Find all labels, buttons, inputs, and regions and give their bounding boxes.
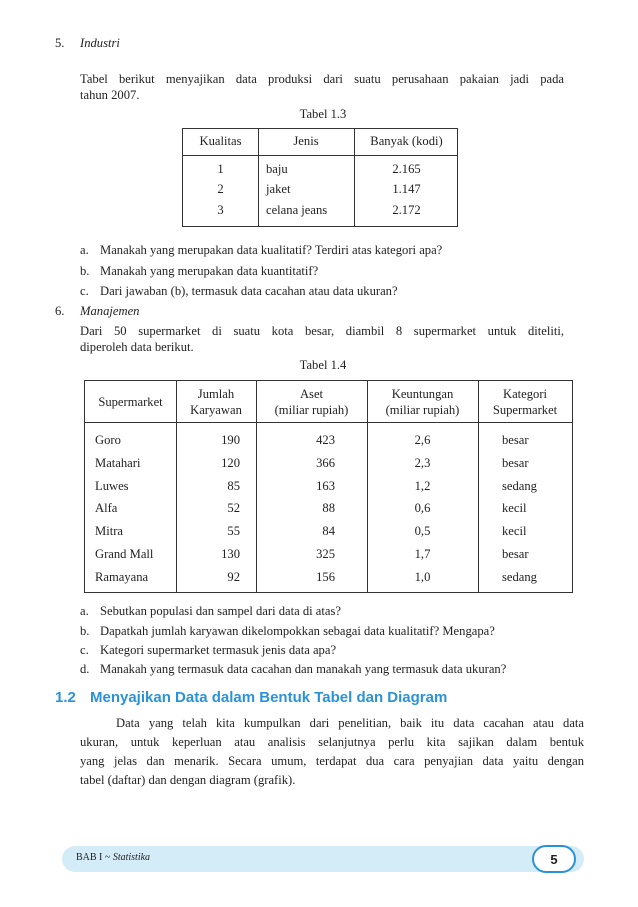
- question-text: Kategori supermarket termasuk jenis data apa?: [100, 643, 337, 657]
- item-title: Manajemen: [80, 304, 140, 318]
- table-cell: 130: [221, 547, 240, 561]
- table-cell: Ramayana: [95, 569, 149, 584]
- table-cell: 3: [217, 203, 224, 217]
- question-text: Manakah yang termasuk data cacahan dan manakah yang termasuk data ukuran?: [100, 662, 507, 676]
- table-header-cell: Supermarket: [98, 394, 163, 409]
- question-text: Manakah yang merupakan data kualitatif? Terdiri atas kategori apa?: [100, 243, 443, 257]
- table-cell: baju: [266, 162, 288, 176]
- table-1-4: [84, 380, 573, 593]
- item-intro-line: tahun 2007.: [80, 88, 140, 102]
- table-caption: Tabel 1.3: [299, 107, 347, 121]
- question: [80, 624, 495, 639]
- table-cell: 156: [316, 569, 335, 584]
- table-cell: sedang: [502, 478, 537, 493]
- table-cell: 88: [322, 501, 335, 516]
- item-intro-line: Dari 50 supermarket di suatu kota besar, diambil 8 supermarket untuk diteliti,: [80, 324, 564, 338]
- table-cell: besar: [502, 455, 529, 470]
- table-cell: Luwes: [95, 478, 129, 493]
- table-cell: 55: [227, 524, 240, 539]
- question-text: Dari jawaban (b), termasuk data cacahan atau data ukuran?: [100, 284, 398, 298]
- table-cell: besar: [502, 433, 529, 447]
- table-cell: jaket: [266, 182, 291, 196]
- table-header-cell: Banyak (kodi): [370, 134, 443, 148]
- table-cell: 1: [217, 162, 224, 176]
- item-intro-line: diperoleh data berikut.: [80, 340, 194, 354]
- table-cell: 190: [221, 433, 240, 447]
- table-cell: 92: [227, 569, 240, 584]
- table-cell: celana jeans: [266, 203, 328, 217]
- table-cell: 366: [316, 455, 335, 470]
- item-number: 6.: [55, 304, 65, 318]
- table-header-cell: Kategori Supermarket: [492, 386, 558, 417]
- question-text: Manakah yang merupakan data kuantitatif?: [100, 264, 319, 278]
- question: [80, 643, 336, 658]
- question-label: c.: [80, 643, 89, 657]
- table-cell: 423: [316, 433, 335, 447]
- question-label: c.: [80, 284, 89, 298]
- table-caption: Tabel 1.4: [299, 358, 347, 372]
- paragraph-line: tabel (daftar) dan dengan diagram (grafik).: [80, 773, 296, 787]
- table-cell: 0,5: [414, 524, 431, 539]
- question-label: b.: [80, 624, 90, 638]
- item-number: 5.: [55, 36, 65, 50]
- table-cell: kecil: [502, 501, 527, 516]
- paragraph-line: ukuran, untuk keperluan atau analisis selanjutnya perlu kita sajikan dalam bentuk: [80, 735, 584, 749]
- question-text: Dapatkah jumlah karyawan dikelompokkan sebagai data kualitatif? Mengapa?: [100, 624, 495, 638]
- question-label: a.: [80, 604, 89, 618]
- table-cell: 120: [221, 455, 240, 470]
- chapter-label: BAB I: [76, 852, 103, 863]
- table-header-cell: Kualitas: [199, 134, 242, 148]
- table-cell: 1.147: [392, 182, 421, 196]
- table-header-cell: Keuntungan (miliar rupiah): [385, 386, 460, 417]
- item-title: Industri: [80, 36, 120, 50]
- question-text: Sebutkan populasi dan sampel dari data di atas?: [100, 604, 341, 618]
- table-cell: 1,0: [414, 569, 431, 584]
- table-cell: Goro: [95, 433, 121, 447]
- table-cell: 163: [316, 478, 335, 493]
- question: [80, 264, 318, 279]
- table-cell: 52: [227, 501, 240, 516]
- table-cell: 85: [227, 478, 240, 493]
- table-cell: kecil: [502, 524, 527, 539]
- question-label: d.: [80, 662, 90, 676]
- table-cell: 1,7: [414, 547, 431, 561]
- chapter-subject: Statistika: [112, 852, 151, 863]
- page-number: 5: [532, 845, 576, 873]
- question: [80, 243, 442, 258]
- table-cell: 2.172: [392, 203, 421, 217]
- table-cell: besar: [502, 547, 529, 561]
- table-cell: 1,2: [414, 478, 431, 493]
- question: [80, 604, 341, 619]
- table-cell: Grand Mall: [95, 547, 154, 561]
- table-header-cell: Jenis: [293, 134, 319, 148]
- table-cell: 2,6: [414, 433, 431, 447]
- table-cell: 84: [322, 524, 335, 539]
- question-label: a.: [80, 243, 89, 257]
- table-cell: Mitra: [95, 524, 123, 539]
- table-header-cell: Aset (miliar rupiah): [274, 386, 349, 417]
- table-cell: Matahari: [95, 455, 141, 470]
- section-title: Menyajikan Data dalam Bentuk Tabel dan Diagram: [90, 689, 448, 706]
- table-header-cell: Jumlah Karyawan: [190, 386, 242, 417]
- question-label: b.: [80, 264, 90, 278]
- table-cell: 0,6: [414, 501, 431, 516]
- table-cell: sedang: [502, 569, 537, 584]
- paragraph-line: Data yang telah kita kumpulkan dari penelitian, baik itu data cacahan atau data: [116, 716, 584, 730]
- running-footer: [76, 852, 150, 863]
- table-cell: 2,3: [414, 455, 431, 470]
- paragraph-line: yang jelas dan menarik. Secara umum, terdapat dua cara penyajian data yaitu dengan: [80, 754, 584, 768]
- table-cell: 2.165: [392, 162, 421, 176]
- table-1-3: [182, 128, 458, 227]
- table-cell: 2: [217, 182, 224, 196]
- section-number: 1.2: [55, 689, 76, 706]
- item-intro-line: Tabel berikut menyajikan data produksi dari suatu perusahaan pakaian jadi pada: [80, 72, 564, 86]
- table-cell: 325: [316, 547, 335, 561]
- question: [80, 284, 398, 299]
- table-cell: Alfa: [95, 501, 118, 516]
- footer-separator: ~: [104, 852, 111, 863]
- question: [80, 662, 506, 677]
